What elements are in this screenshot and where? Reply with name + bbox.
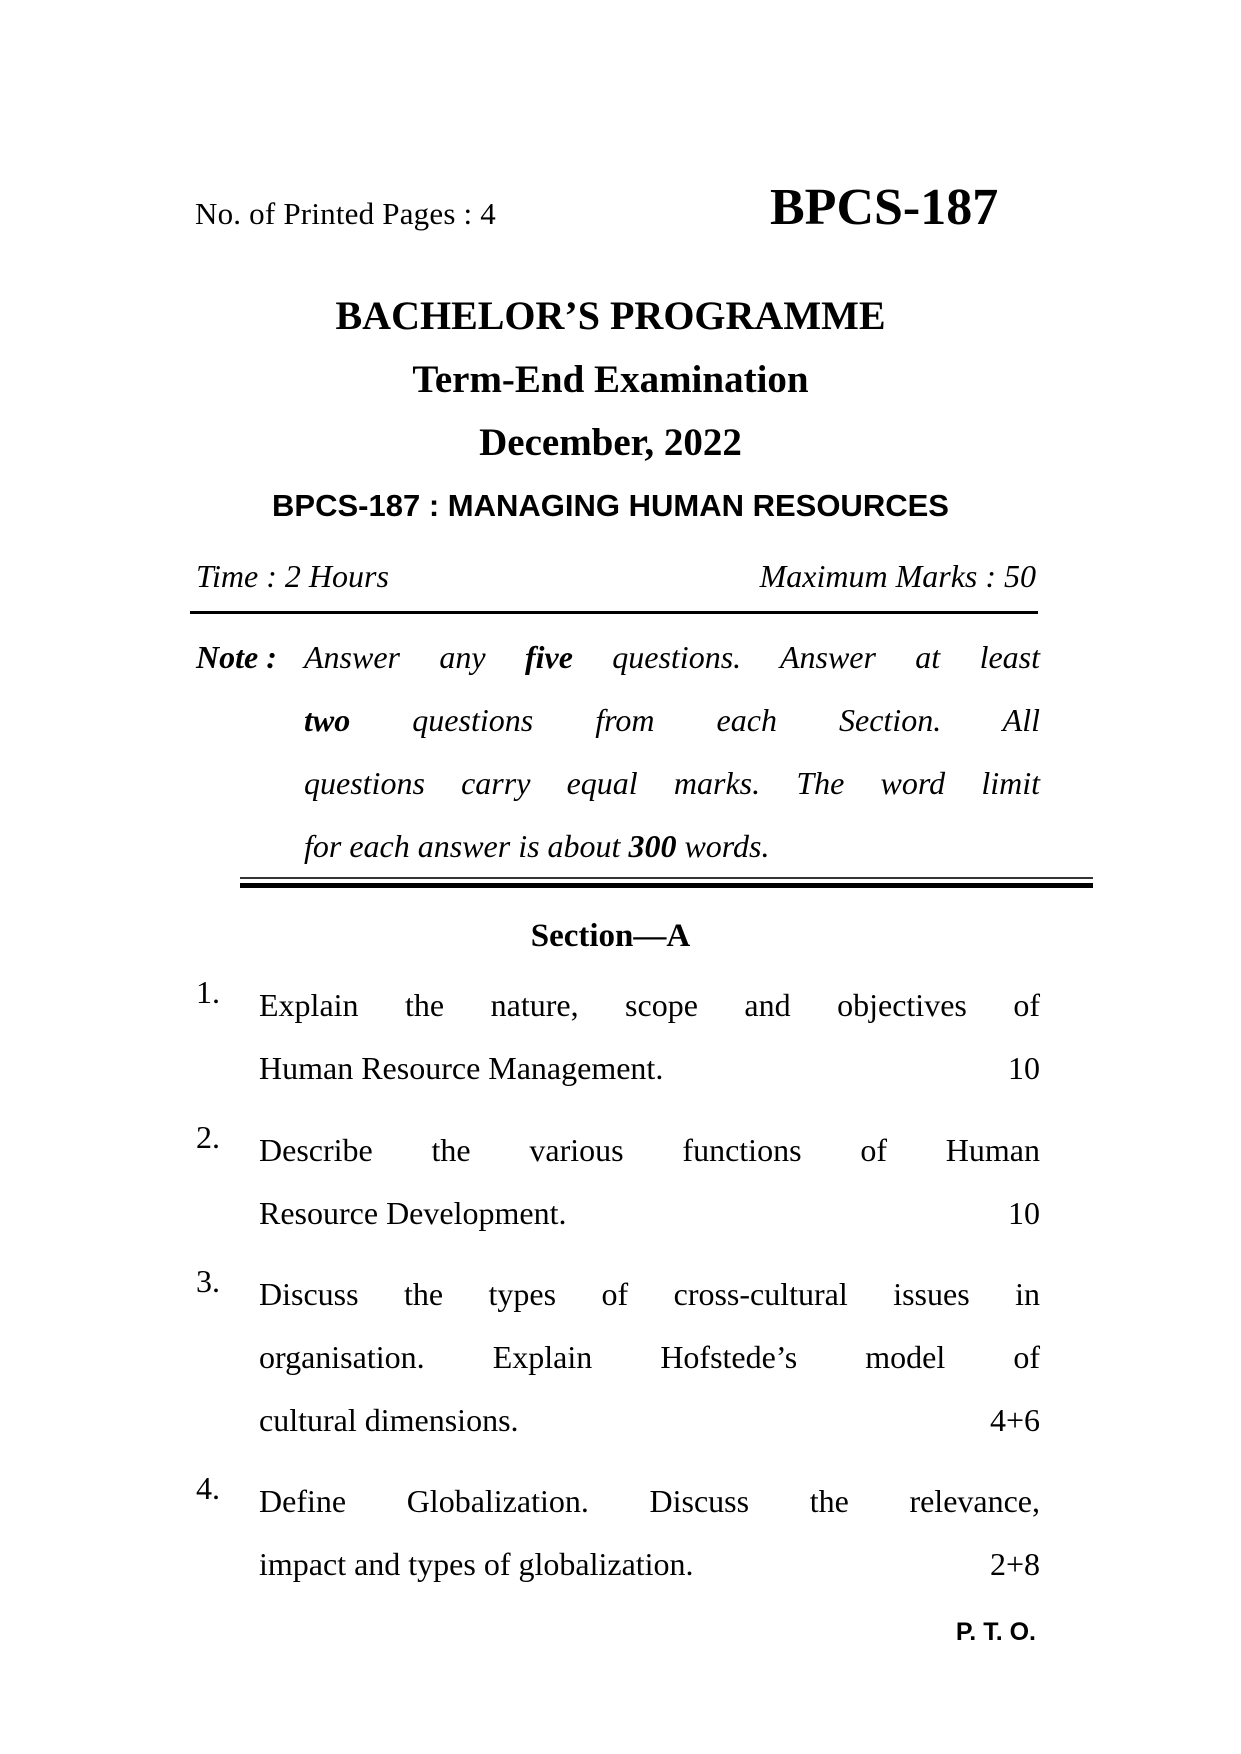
course-title: BPCS-187 : MANAGING HUMAN RESOURCES — [272, 488, 949, 523]
maximum-marks: Maximum Marks : 50 — [759, 558, 1036, 594]
note-label: Note : — [196, 639, 277, 675]
question-line: Human Resource Management. — [259, 1050, 664, 1086]
question-line: Resource Development. — [259, 1195, 567, 1231]
note-text: questions. Answer at least — [572, 639, 1040, 675]
question-line: Explain the nature, scope and objectives of — [259, 987, 1040, 1023]
instructions-note — [196, 626, 1040, 878]
section-divider-thick — [240, 883, 1093, 888]
question-number: 3. — [196, 1263, 220, 1299]
note-emphasis: two — [304, 702, 351, 738]
exam-date: December, 2022 — [479, 421, 742, 464]
question-marks: 4+6 — [989, 1402, 1040, 1438]
question-last-line — [259, 1182, 1040, 1245]
note-text: Answer any — [304, 639, 525, 675]
question-text — [259, 1119, 1040, 1245]
question-line: impact and types of globalization. — [259, 1546, 694, 1582]
question-number: 4. — [196, 1470, 220, 1506]
note-text: questions from each Section. All — [350, 702, 1040, 738]
question-item — [196, 1119, 1040, 1245]
note-line — [304, 815, 1040, 878]
exam-title: Term-End Examination — [412, 358, 809, 401]
question-marks: 10 — [1008, 1195, 1040, 1231]
question-line: Describe the various functions of Human — [259, 1132, 1040, 1168]
question-marks: 10 — [1008, 1050, 1040, 1086]
question-number: 2. — [196, 1119, 220, 1155]
question-line: Discuss the types of cross-cultural issues in — [259, 1276, 1040, 1312]
question-text — [259, 974, 1040, 1100]
question-number: 1. — [196, 974, 220, 1010]
question-text — [259, 1263, 1040, 1452]
question-item — [196, 1470, 1040, 1596]
question-item — [196, 974, 1040, 1100]
header-divider — [190, 611, 1038, 614]
question-item — [196, 1263, 1040, 1452]
note-line: questions carry equal marks. The word limit — [304, 765, 1040, 801]
section-title: Section—A — [530, 918, 691, 954]
question-line: organisation. Explain Hofstede’s model of — [259, 1339, 1040, 1375]
note-line — [304, 626, 1040, 689]
question-text — [259, 1470, 1040, 1596]
programme-title: BACHELOR’S PROGRAMME — [335, 293, 886, 338]
note-text: for each answer is about — [304, 828, 629, 864]
question-last-line — [259, 1389, 1040, 1452]
question-line: cultural dimensions. — [259, 1402, 519, 1438]
exam-time: Time : 2 Hours — [196, 558, 389, 594]
question-last-line — [259, 1037, 1040, 1100]
printed-pages-count: No. of Printed Pages : 4 — [195, 196, 496, 231]
question-marks: 2+8 — [989, 1546, 1040, 1582]
section-divider-thin — [240, 877, 1093, 879]
note-line — [304, 689, 1040, 752]
note-emphasis: 300 — [628, 828, 677, 864]
note-text: words. — [676, 828, 770, 864]
please-turn-over: P. T. O. — [955, 1618, 1036, 1646]
note-emphasis: five — [524, 639, 573, 675]
question-line: Define Globalization. Discuss the relevance, — [259, 1483, 1040, 1519]
question-last-line — [259, 1533, 1040, 1596]
note-body — [304, 626, 1040, 878]
course-code: BPCS-187 — [770, 179, 999, 236]
